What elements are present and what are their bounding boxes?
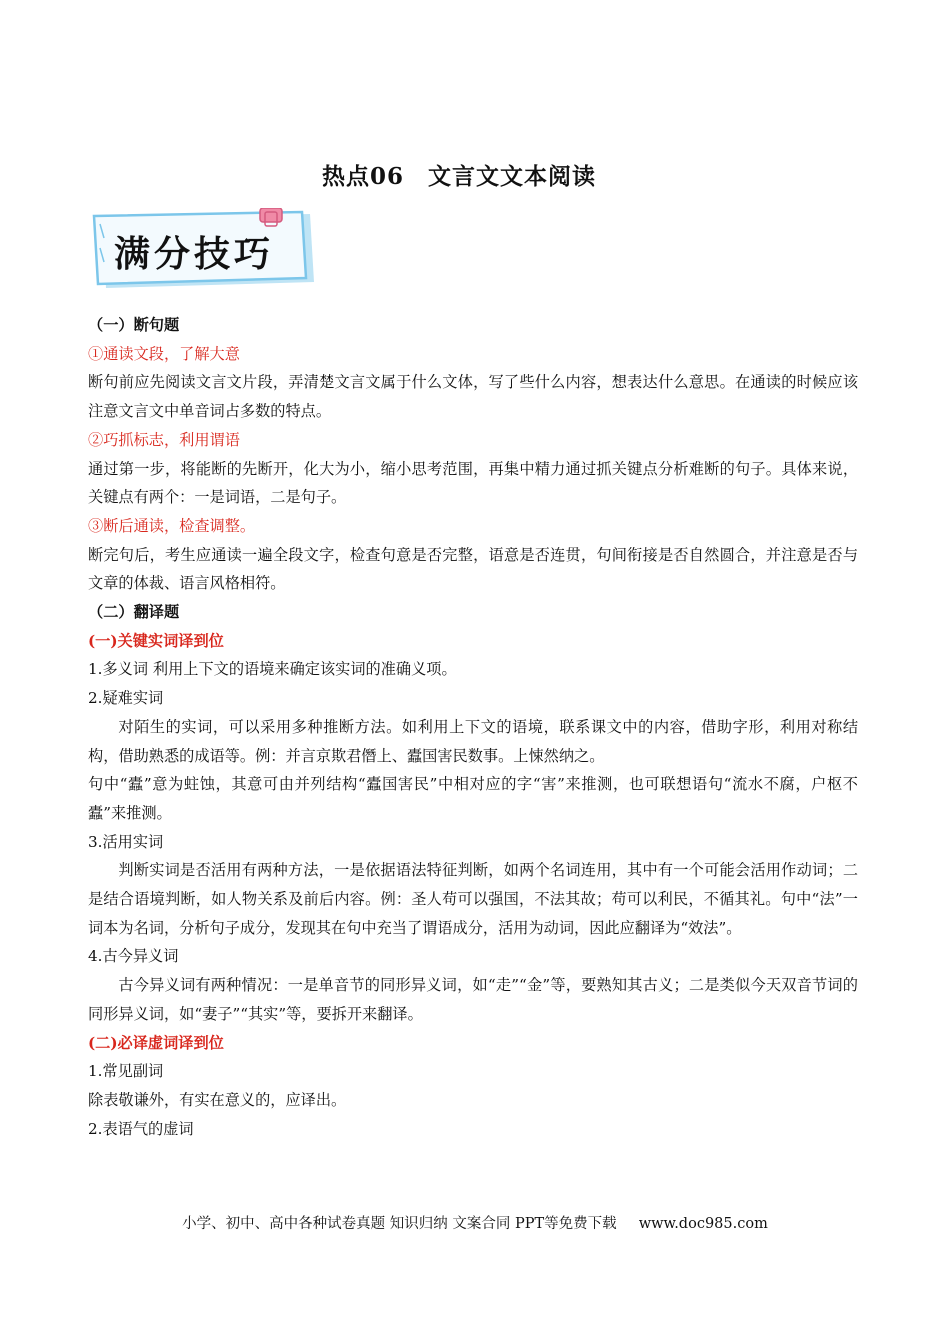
list-item: 2.疑难实词 (88, 689, 164, 708)
paragraph: 句中“蠹”意为蛀蚀，其意可由并列结构“蠹国害民”中相对应的字“害”来推测，也可联想语句“流水不腐，户枢不蠹”来推测。 (88, 775, 858, 822)
paragraph: 判断实词是否活用有两种方法，一是依据语法特征判断，如两个名词连用，其中有一个可能会活用作动词；二是结合语境判断，如人物关系及前后内容。例：圣人苟可以强国，不法其故；苟可以利民，不循其礼。句中“法”一词本为名词，分析句子成分，发现其在句中充当了谓语成分，活用为动词，因此应翻译为“效法”。 (88, 861, 858, 937)
paragraph: 对陌生的实词，可以采用多种推断方法。如利用上下文的语境，联系课文中的内容，借助字形，利用对称结构，借助熟悉的成语等。例：并言京欺君僭上、蠹国害民数事。上悚然纳之。 (88, 717, 858, 765)
badge-text: 满分技巧 (114, 234, 275, 275)
paragraph: 除表敬谦外，有实在意义的，应译出。 (88, 1090, 347, 1109)
section-heading: （二）翻译题 (88, 603, 180, 622)
page-footer (0, 1212, 950, 1233)
list-item: 4.古今异义词 (88, 947, 179, 966)
list-item: 2.表语气的虚词 (88, 1119, 194, 1138)
footer-text: 小学、初中、高中各种试卷真题 知识归纳 文案合同 PPT等免费下载 (182, 1216, 617, 1232)
paragraph: 断完句后，考生应通读一遍全段文字，检查句意是否完整，语意是否连贯，句间衔接是否自然圆合，并注意是否与文章的体裁、语言风格相符。 (88, 545, 858, 593)
section-heading: （一）断句题 (88, 316, 180, 334)
subsection-heading: (一)关键实词译到位 (88, 631, 224, 650)
list-item: 1.常见副词 (88, 1062, 164, 1081)
page-title: 热点06 文言文文本阅读 (321, 163, 596, 190)
step-title: ③断后通读，检查调整。 (88, 516, 256, 535)
subsection-heading: (二)必译虚词译到位 (88, 1033, 224, 1052)
step-title: ①通读文段，了解大意 (88, 344, 240, 363)
paragraph: 通过第一步，将能断的先断开，化大为小，缩小思考范围，再集中精力通过抓关键点分析难断的句子。具体来说，关键点有两个：一是词语，二是句子。 (88, 459, 858, 507)
step-title: ②巧抓标志，利用谓语 (88, 430, 240, 449)
list-item: 3.活用实词 (88, 832, 164, 851)
list-item: 1.多义词 利用上下文的语境来确定该实词的准确义项。 (88, 660, 457, 679)
section-badge (88, 208, 318, 290)
main-content (88, 311, 858, 1143)
paragraph: 古今异义词有两种情况：一是单音节的同形异义词，如“走”“金”等，要熟知其古义；二是类似今天双音节词的同形异义词，如“妻子”“其实”等，要拆开来翻译。 (88, 976, 858, 1023)
paragraph: 断句前应先阅读文言文片段，弄清楚文言文属于什么文体，写了些什么内容，想表达什么意思。在通读的时候应该注意文言文中单音词占多数的特点。 (88, 373, 858, 421)
footer-link[interactable]: www.doc985.com (638, 1216, 768, 1232)
